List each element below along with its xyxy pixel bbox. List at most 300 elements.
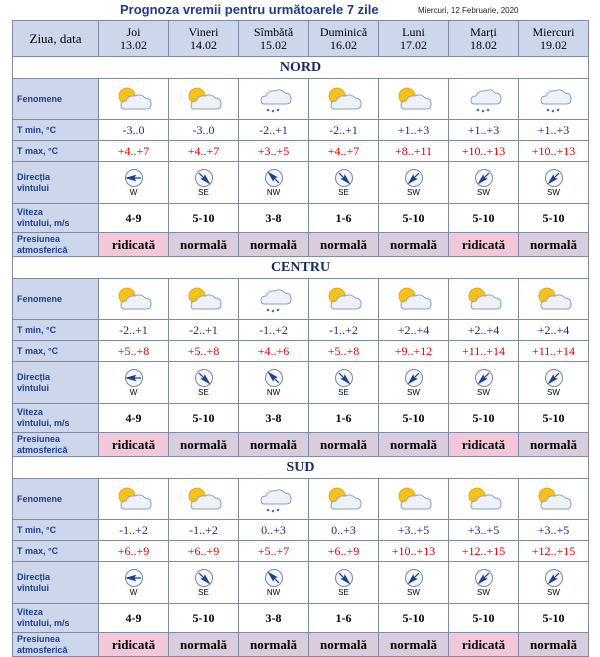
wind-speed-cell <box>239 604 309 633</box>
section-name: SUD <box>286 459 315 475</box>
partly-cloudy-icon <box>469 488 501 509</box>
wind-direction-cell <box>449 362 519 404</box>
tmin-value: -2..+1 <box>189 322 218 337</box>
wind-direction-icon <box>195 570 212 587</box>
cloud-snow-icon <box>541 90 571 112</box>
pressure-value: normală <box>180 436 227 452</box>
tmin-value: -1..+2 <box>119 522 148 537</box>
partly-cloudy-icon <box>189 88 221 109</box>
wind-direction-label: SE <box>338 588 349 597</box>
wind-speed-cell <box>449 604 519 633</box>
row-label-text: T max, °C <box>17 145 59 156</box>
row-label-text: atmosferică <box>17 644 68 655</box>
days-header-row <box>13 21 589 57</box>
wind-speed-value: 5-10 <box>472 210 495 225</box>
tmin-value: -2..+1 <box>119 322 148 337</box>
wind-direction-label: SW <box>547 588 560 597</box>
row-label-text: Fenomene <box>17 293 63 304</box>
compass-icon <box>544 168 564 188</box>
tmin-row <box>13 320 589 341</box>
wind-direction-label: NW <box>266 188 281 197</box>
day-header-3 <box>309 21 379 57</box>
wind-speed-cell <box>379 404 449 433</box>
wind-speed-cell <box>519 404 589 433</box>
compass-icon <box>334 168 354 188</box>
wind-direction-icon <box>125 170 142 187</box>
day-name: Miercuri <box>532 24 575 39</box>
row-label-text: vîntului, m/s <box>17 418 70 428</box>
tmax-cell <box>449 541 519 562</box>
tmax-cell <box>519 141 589 162</box>
wind-direction-icon <box>405 170 422 187</box>
tmin-value: +2..+4 <box>467 322 500 337</box>
wind-direction-cell <box>379 562 449 604</box>
row-label-text: vîntului <box>17 382 49 393</box>
wind-direction-label: SE <box>338 188 349 197</box>
wind-speed-value: 5-10 <box>402 610 425 625</box>
row-label-direction <box>13 362 99 404</box>
wind-speed-value: 4-9 <box>125 610 142 625</box>
compass-icon <box>124 368 144 388</box>
section-row <box>13 457 589 479</box>
tmin-cell <box>379 520 449 541</box>
day-header-4 <box>379 21 449 57</box>
wind-direction-label: SW <box>477 388 490 397</box>
tmax-cell <box>379 541 449 562</box>
row-label-text: T min, °C <box>17 524 57 535</box>
phenomena-cell <box>379 279 449 320</box>
phenomena-cell <box>519 79 589 120</box>
compass-icon <box>474 368 494 388</box>
section-title <box>13 257 589 279</box>
wind-direction-cell <box>239 562 309 604</box>
pressure-cell <box>169 233 239 257</box>
tmin-value: -1..+2 <box>329 322 358 337</box>
tmin-value: -2..+1 <box>329 122 358 137</box>
tmin-cell <box>519 520 589 541</box>
compass-icon <box>124 568 144 588</box>
wind-direction-cell <box>379 362 449 404</box>
tmax-cell <box>239 341 309 362</box>
partly-cloudy-icon <box>114 84 154 114</box>
wind-speed-value: 5-10 <box>192 410 215 425</box>
wind-direction-cell <box>239 162 309 204</box>
pressure-value: normală <box>250 236 297 252</box>
wind-speed-value: 4-9 <box>125 410 142 425</box>
tmin-cell <box>449 520 519 541</box>
pressure-cell <box>309 433 379 457</box>
pressure-value: ridicată <box>111 436 156 452</box>
wind-speed-cell <box>519 604 589 633</box>
wind-direction-label: SE <box>198 388 209 397</box>
partly-cloudy-icon <box>399 488 431 509</box>
wind-direction-icon <box>335 170 352 187</box>
tmin-value: +1..+3 <box>467 122 500 137</box>
pressure-cell <box>169 433 239 457</box>
tmin-cell <box>239 520 309 541</box>
partly-cloudy-icon <box>539 488 571 509</box>
pressure-value: ridicată <box>461 436 506 452</box>
tmax-cell <box>519 541 589 562</box>
tmin-cell <box>519 320 589 341</box>
pressure-value: ridicată <box>461 236 506 252</box>
tmin-cell <box>309 320 379 341</box>
wind-speed-value: 5-10 <box>542 410 565 425</box>
compass-icon <box>544 368 564 388</box>
phenomena-cell <box>169 479 239 520</box>
pressure-cell <box>449 633 519 657</box>
cloud-snow-icon <box>261 290 291 312</box>
row-label-phenomena <box>13 79 99 120</box>
pressure-cell <box>449 433 519 457</box>
wind-direction-cell <box>449 562 519 604</box>
pressure-cell <box>379 433 449 457</box>
day-date: 17.02 <box>400 37 427 52</box>
wind-direction-cell <box>519 162 589 204</box>
phenomena-cell <box>519 279 589 320</box>
wind-speed-value: 5-10 <box>192 210 215 225</box>
wind-direction-label: SW <box>477 588 490 597</box>
wind-direction-icon <box>545 170 562 187</box>
pressure-cell <box>169 633 239 657</box>
tmax-value: +5..+7 <box>257 543 290 558</box>
row-label-speed <box>13 204 99 233</box>
tmin-value: +3..+5 <box>467 522 500 537</box>
wind-direction-icon <box>335 570 352 587</box>
phenomena-cell <box>449 479 519 520</box>
current-date: Miercuri, 12 Februarie, 2020 <box>418 6 519 15</box>
wind-speed-cell <box>449 404 519 433</box>
day-name: Luni <box>402 24 425 39</box>
wind-direction-cell <box>379 162 449 204</box>
tmax-value: +3..+5 <box>257 143 290 158</box>
compass-icon <box>124 168 144 188</box>
compass-icon <box>474 568 494 588</box>
wind-direction-cell <box>519 362 589 404</box>
wind-speed-row <box>13 204 589 233</box>
cloud-snow-icon <box>471 90 501 112</box>
wind-direction-cell <box>169 362 239 404</box>
row-label-text: Presiunea <box>17 433 61 444</box>
cloud-snow-icon <box>464 84 504 114</box>
wind-direction-row <box>13 562 589 604</box>
cloud-snow-icon <box>261 90 291 112</box>
page-header <box>0 0 600 20</box>
tmin-cell <box>99 120 169 141</box>
row-label-text: Viteza <box>17 407 43 417</box>
partly-cloudy-icon <box>119 88 151 109</box>
day-header-0 <box>99 21 169 57</box>
wind-direction-cell <box>519 562 589 604</box>
phenomena-cell <box>449 279 519 320</box>
tmin-value: +3..+5 <box>537 522 570 537</box>
wind-direction-label: W <box>129 388 138 397</box>
wind-speed-value: 5-10 <box>472 410 495 425</box>
phenomena-cell <box>99 279 169 320</box>
phenomena-cell <box>379 479 449 520</box>
wind-direction-cell <box>449 162 519 204</box>
pressure-value: ridicată <box>111 236 156 252</box>
pressure-value: normală <box>390 436 437 452</box>
row-label-text: Direcția <box>17 371 51 382</box>
pressure-cell <box>99 633 169 657</box>
tmax-cell <box>309 541 379 562</box>
tmin-cell <box>449 120 519 141</box>
tmax-value: +5..+8 <box>327 343 360 358</box>
wind-speed-cell <box>309 204 379 233</box>
tmax-value: +5..+8 <box>117 343 150 358</box>
tmin-cell <box>449 320 519 341</box>
row-label-text: T min, °C <box>17 324 57 335</box>
wind-direction-icon <box>125 570 142 587</box>
partly-cloudy-icon <box>184 84 224 114</box>
wind-direction-icon <box>545 370 562 387</box>
phenomena-row <box>13 279 589 320</box>
wind-direction-icon <box>125 370 142 387</box>
pressure-cell <box>379 633 449 657</box>
wind-direction-icon <box>475 370 492 387</box>
row-label-text: atmosferică <box>17 444 68 455</box>
tmin-cell <box>169 120 239 141</box>
pressure-value: normală <box>530 436 577 452</box>
row-label-text: vîntului, m/s <box>17 618 70 628</box>
phenomena-cell <box>239 479 309 520</box>
wind-direction-icon <box>335 370 352 387</box>
partly-cloudy-icon <box>324 284 364 314</box>
phenomena-cell <box>99 79 169 120</box>
day-date: 18.02 <box>470 37 497 52</box>
tmin-value: -1..+2 <box>189 522 218 537</box>
tmax-cell <box>169 141 239 162</box>
day-header-5 <box>449 21 519 57</box>
pressure-value: normală <box>250 436 297 452</box>
wind-speed-cell <box>169 404 239 433</box>
wind-direction-label: W <box>129 188 138 197</box>
wind-speed-value: 1-6 <box>335 610 352 625</box>
row-label-text: Viteza <box>17 207 43 217</box>
wind-speed-cell <box>379 204 449 233</box>
wind-direction-cell <box>169 162 239 204</box>
partly-cloudy-icon <box>119 288 151 309</box>
tmin-value: +1..+3 <box>397 122 430 137</box>
tmax-cell <box>519 341 589 362</box>
wind-direction-cell <box>309 362 379 404</box>
tmax-cell <box>449 141 519 162</box>
tmax-cell <box>169 341 239 362</box>
wind-direction-cell <box>99 562 169 604</box>
wind-direction-label: NW <box>266 388 281 397</box>
tmin-value: +2..+4 <box>537 322 570 337</box>
phenomena-cell <box>239 279 309 320</box>
row-label-tmin <box>13 520 99 541</box>
pressure-cell <box>449 233 519 257</box>
tmax-cell <box>379 141 449 162</box>
row-label-tmax <box>13 341 99 362</box>
compass-icon <box>404 368 424 388</box>
row-label-text: Direcția <box>17 171 51 182</box>
tmax-value: +6..+9 <box>117 543 150 558</box>
tmax-value: +9..+12 <box>394 343 433 358</box>
row-label-tmin <box>13 320 99 341</box>
tmax-row <box>13 141 589 162</box>
partly-cloudy-icon <box>184 284 224 314</box>
phenomena-row <box>13 79 589 120</box>
day-date-header-label: Ziua, data <box>29 30 82 46</box>
phenomena-cell <box>309 279 379 320</box>
row-label-tmin <box>13 120 99 141</box>
compass-icon <box>264 368 284 388</box>
wind-direction-label: SE <box>198 588 209 597</box>
compass-icon <box>334 568 354 588</box>
tmin-value: +3..+5 <box>397 522 430 537</box>
tmin-value: -3..0 <box>192 122 215 137</box>
row-label-tmax <box>13 541 99 562</box>
row-label-direction <box>13 562 99 604</box>
cloud-snow-icon <box>254 484 294 514</box>
phenomena-cell <box>309 479 379 520</box>
tmax-value: +4..+7 <box>187 143 220 158</box>
wind-direction-label: SW <box>407 388 420 397</box>
section-title <box>13 457 589 479</box>
row-label-text: vîntului <box>17 582 49 593</box>
phenomena-cell <box>379 79 449 120</box>
row-label-pressure <box>13 633 99 657</box>
pressure-cell <box>239 233 309 257</box>
wind-speed-value: 5-10 <box>192 610 215 625</box>
partly-cloudy-icon <box>469 288 501 309</box>
partly-cloudy-icon <box>189 488 221 509</box>
pressure-cell <box>239 433 309 457</box>
wind-speed-cell <box>449 204 519 233</box>
wind-direction-label: SW <box>407 188 420 197</box>
partly-cloudy-icon <box>394 484 434 514</box>
tmin-cell <box>379 120 449 141</box>
wind-speed-cell <box>379 604 449 633</box>
partly-cloudy-icon <box>114 484 154 514</box>
cloud-snow-icon <box>534 84 574 114</box>
day-name: Sîmbătă <box>253 24 294 39</box>
day-date: 14.02 <box>190 37 217 52</box>
day-date: 13.02 <box>120 37 147 52</box>
tmin-cell <box>309 520 379 541</box>
row-label-speed <box>13 604 99 633</box>
phenomena-cell <box>309 79 379 120</box>
wind-direction-label: SE <box>198 188 209 197</box>
wind-speed-value: 1-6 <box>335 210 352 225</box>
partly-cloudy-icon <box>329 88 361 109</box>
wind-direction-icon <box>265 370 282 387</box>
pressure-value: ridicată <box>111 636 156 652</box>
partly-cloudy-icon <box>539 288 571 309</box>
wind-direction-icon <box>195 170 212 187</box>
tmax-value: +6..+9 <box>327 543 360 558</box>
partly-cloudy-icon <box>399 288 431 309</box>
tmin-cell <box>309 120 379 141</box>
tmin-value: +1..+3 <box>537 122 570 137</box>
tmin-cell <box>379 320 449 341</box>
tmax-value: +12..+15 <box>461 543 506 558</box>
partly-cloudy-icon <box>464 284 504 314</box>
row-label-text: atmosferică <box>17 244 68 255</box>
wind-direction-label: SW <box>547 388 560 397</box>
section-row <box>13 57 589 79</box>
tmin-cell <box>169 520 239 541</box>
compass-icon <box>404 168 424 188</box>
partly-cloudy-icon <box>324 84 364 114</box>
pressure-cell <box>519 233 589 257</box>
day-date-header <box>13 21 99 57</box>
tmax-cell <box>99 141 169 162</box>
wind-speed-value: 3-8 <box>265 210 282 225</box>
row-label-text: vîntului <box>17 182 49 193</box>
wind-direction-icon <box>405 370 422 387</box>
tmin-cell <box>239 320 309 341</box>
tmin-cell <box>99 320 169 341</box>
tmax-row <box>13 341 589 362</box>
tmax-value: +4..+6 <box>257 343 290 358</box>
day-date: 19.02 <box>540 37 567 52</box>
partly-cloudy-icon <box>189 288 221 309</box>
wind-direction-label: SW <box>477 188 490 197</box>
wind-speed-row <box>13 404 589 433</box>
tmax-value: +11..+14 <box>461 343 506 358</box>
tmax-value: +4..+7 <box>327 143 360 158</box>
tmax-cell <box>309 341 379 362</box>
row-label-text: Fenomene <box>17 493 63 504</box>
tmin-cell <box>169 320 239 341</box>
wind-speed-value: 5-10 <box>542 210 565 225</box>
row-label-text: Viteza <box>17 607 43 617</box>
pressure-value: normală <box>250 636 297 652</box>
row-label-text: Fenomene <box>17 93 63 104</box>
section-name: NORD <box>279 59 322 75</box>
tmax-value: +10..+13 <box>391 543 436 558</box>
compass-icon <box>194 568 214 588</box>
tmax-value: +6..+9 <box>187 543 220 558</box>
wind-direction-cell <box>309 162 379 204</box>
partly-cloudy-icon <box>114 284 154 314</box>
page-title: Prognoza vremii pentru următoarele 7 zile <box>120 2 379 17</box>
wind-speed-value: 5-10 <box>472 610 495 625</box>
tmin-row <box>13 120 589 141</box>
day-header-1 <box>169 21 239 57</box>
pressure-value: normală <box>530 636 577 652</box>
day-name: Vineri <box>188 24 219 39</box>
compass-icon <box>474 168 494 188</box>
partly-cloudy-icon <box>329 488 361 509</box>
wind-direction-cell <box>239 362 309 404</box>
cloud-snow-icon <box>261 490 291 512</box>
wind-direction-icon <box>265 570 282 587</box>
wind-direction-label: NW <box>266 588 281 597</box>
wind-speed-cell <box>239 204 309 233</box>
pressure-cell <box>99 233 169 257</box>
tmax-row <box>13 541 589 562</box>
pressure-value: normală <box>390 236 437 252</box>
tmin-value: 0..+3 <box>261 522 286 537</box>
wind-speed-cell <box>169 204 239 233</box>
row-label-tmax <box>13 141 99 162</box>
day-date: 16.02 <box>330 37 357 52</box>
phenomena-cell <box>239 79 309 120</box>
phenomena-cell <box>99 479 169 520</box>
day-header-2 <box>239 21 309 57</box>
tmin-value: +2..+4 <box>397 322 430 337</box>
compass-icon <box>194 168 214 188</box>
partly-cloudy-icon <box>464 484 504 514</box>
wind-speed-value: 1-6 <box>335 410 352 425</box>
row-label-speed <box>13 404 99 433</box>
